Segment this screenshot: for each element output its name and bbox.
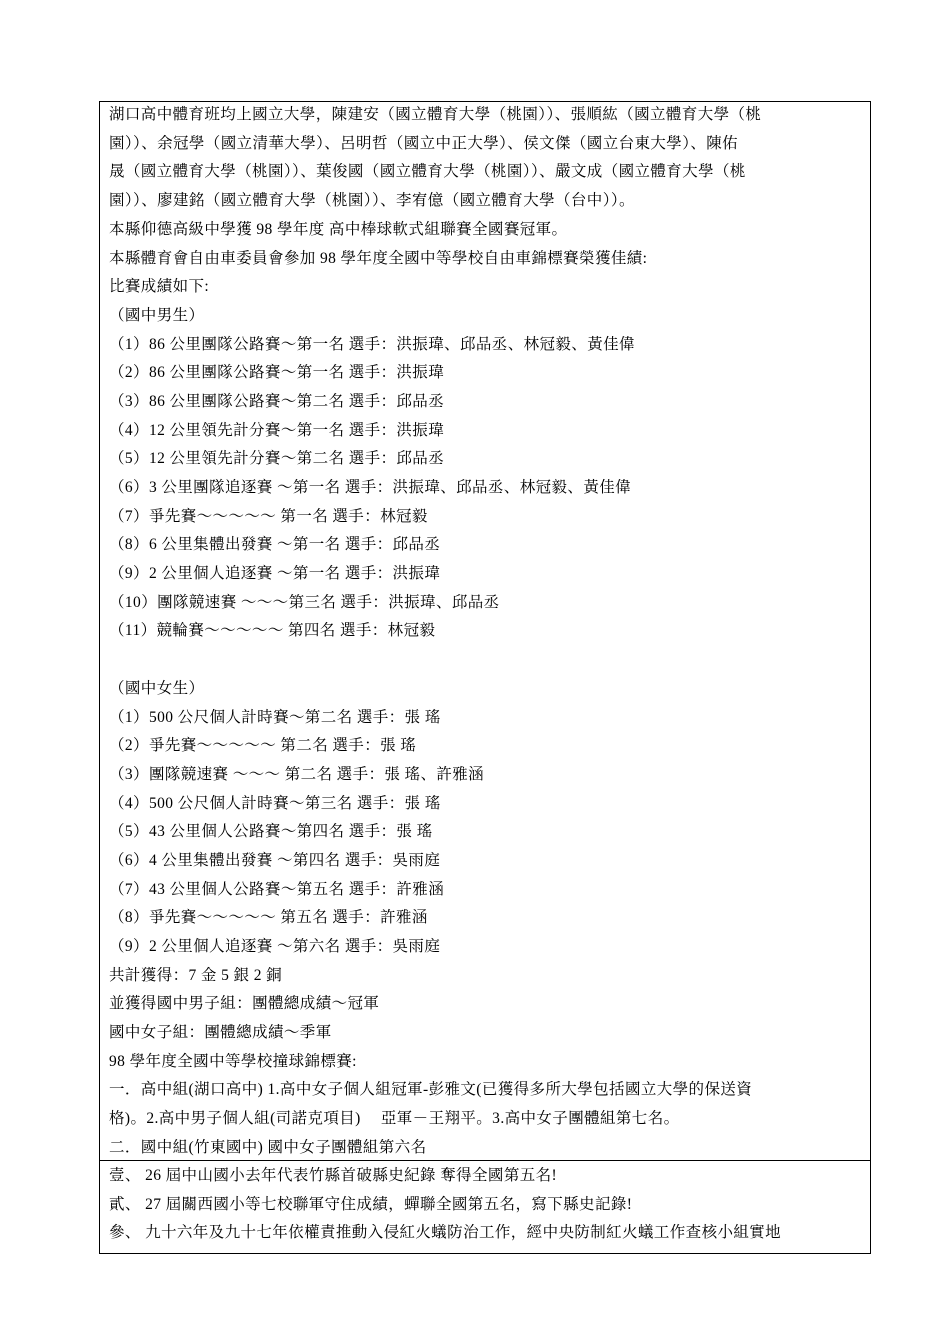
records-table-cell bbox=[99, 1160, 871, 1254]
result-item: （5）43 公里個人公路賽～第四名 選手：張 瑤 bbox=[109, 823, 433, 840]
result-item: （8）6 公里集體出發賽 ～第一名 選手：邱品丞 bbox=[109, 536, 441, 553]
result-item: （6）3 公里團隊追逐賽 ～第一名 選手：洪振瑋、邱品丞、林冠毅、黃佳偉 bbox=[109, 479, 632, 496]
text-line: 晟（國立體育大學（桃園））、葉俊國（國立體育大學（桃園））、嚴文成（國立體育大學（桃 bbox=[109, 163, 746, 180]
result-item: （3）團隊競速賽 ～～～ 第二名 選手：張 瑤、許雅涵 bbox=[109, 766, 485, 783]
result-item: （10）團隊競速賽 ～～～第三名 選手：洪振瑋、邱品丞 bbox=[109, 594, 500, 611]
text-line: 98 學年度全國中等學校撞球錦標賽: bbox=[109, 1053, 357, 1070]
result-item: （1）86 公里團隊公路賽～第一名 選手：洪振瑋、邱品丞、林冠毅、黃佳偉 bbox=[109, 336, 635, 353]
result-item: （9）2 公里個人追逐賽 ～第一名 選手：洪振瑋 bbox=[109, 565, 441, 582]
record-item: 參、 九十六年及九十七年依權責推動入侵紅火蟻防治工作，經中央防制紅火蟻工作查核小組實地 bbox=[109, 1224, 782, 1241]
result-item: （3）86 公里團隊公路賽～第二名 選手：邱品丞 bbox=[109, 393, 445, 410]
result-item: （9）2 公里個人追逐賽 ～第六名 選手：吳雨庭 bbox=[109, 938, 441, 955]
achievements-table-cell bbox=[99, 101, 871, 1161]
section-heading-girls: （國中女生） bbox=[109, 680, 205, 697]
text-line: 本縣體育會自由車委員會參加 98 學年度全國中等學校自由車錦標賽榮獲佳績: bbox=[109, 250, 648, 267]
text-line: 比賽成績如下: bbox=[109, 278, 210, 295]
section-heading-boys: （國中男生） bbox=[109, 307, 205, 324]
record-item: 貳、 27 屆關西國小等七校聯軍守住成績，蟬聯全國第五名，寫下縣史記錄! bbox=[109, 1196, 633, 1213]
text-line: 園））、廖建銘（國立體育大學（桃園））、李宥億（國立體育大學（台中））。 bbox=[109, 192, 635, 209]
result-item: （5）12 公里領先計分賽～第二名 選手：邱品丞 bbox=[109, 450, 445, 467]
text-line: 園））、余冠學（國立清華大學）、呂明哲（國立中正大學）、侯文傑（國立台東大學）、陳佑 bbox=[109, 135, 739, 152]
text-line: 二．國中組(竹東國中) 國中女子團體組第六名 bbox=[109, 1139, 427, 1156]
record-item: 壹、 26 屆中山國小去年代表竹縣首破縣史紀錄 奪得全國第五名! bbox=[109, 1167, 558, 1184]
text-line: 格)。2.高中男子個人組(司諾克項目) 亞軍－王翔平。3.高中女子團體組第七名。 bbox=[109, 1110, 680, 1127]
text-line: 本縣仰德高級中學獲 98 學年度 高中棒球軟式組聯賽全國賽冠軍。 bbox=[109, 221, 568, 238]
result-item: （7）43 公里個人公路賽～第五名 選手：許雅涵 bbox=[109, 881, 445, 898]
result-item: （1）500 公尺個人計時賽～第二名 選手：張 瑤 bbox=[109, 709, 441, 726]
result-item: （4）500 公尺個人計時賽～第三名 選手：張 瑤 bbox=[109, 795, 441, 812]
text-line: 一．高中組(湖口高中) 1.高中女子個人組冠軍-彭雅文(已獲得多所大學包括國立大學的保送資 bbox=[109, 1081, 753, 1098]
result-item: （11）競輪賽～～～～～ 第四名 選手：林冠毅 bbox=[109, 622, 436, 639]
result-item: （7）爭先賽～～～～～ 第一名 選手：林冠毅 bbox=[109, 508, 428, 525]
text-line: 國中女子組：團體總成績～季軍 bbox=[109, 1024, 332, 1041]
result-item: （2）86 公里團隊公路賽～第一名 選手：洪振瑋 bbox=[109, 364, 445, 381]
result-item: （6）4 公里集體出發賽 ～第四名 選手：吳雨庭 bbox=[109, 852, 441, 869]
result-item: （2）爭先賽～～～～～ 第二名 選手：張 瑤 bbox=[109, 737, 417, 754]
medal-total: 共計獲得：7 金 5 銀 2 銅 bbox=[109, 967, 283, 984]
result-item: （4）12 公里領先計分賽～第一名 選手：洪振瑋 bbox=[109, 422, 445, 439]
text-line: 並獲得國中男子組：團體總成績～冠軍 bbox=[109, 995, 380, 1012]
result-item: （8）爭先賽～～～～～ 第五名 選手：許雅涵 bbox=[109, 909, 428, 926]
text-line: 湖口高中體育班均上國立大學，陳建安（國立體育大學（桃園））、張順紘（國立體育大學（桃 bbox=[109, 106, 762, 123]
